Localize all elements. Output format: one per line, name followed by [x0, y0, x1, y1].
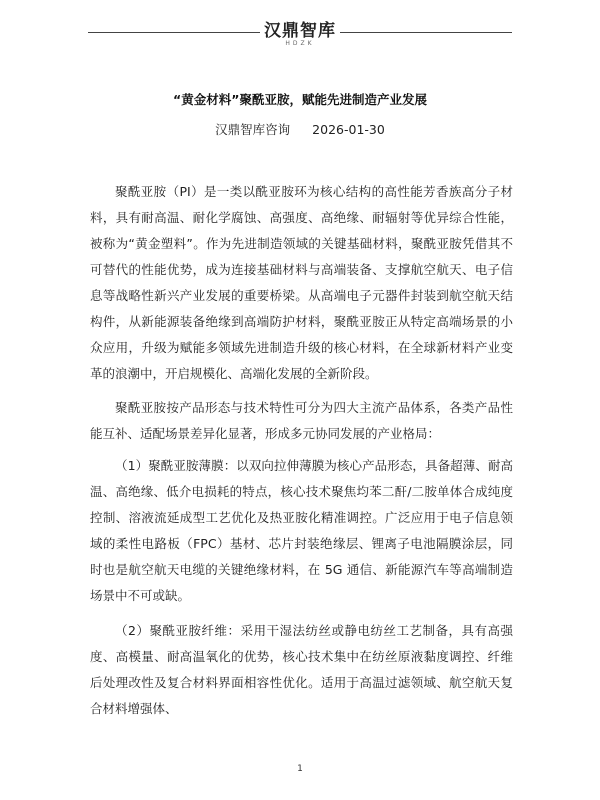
page-number: 1 — [297, 764, 303, 774]
header-rule-left — [88, 32, 260, 33]
brand-logo-subtitle: HDZK — [285, 40, 315, 47]
article-meta — [0, 120, 600, 138]
article-title: “黄金材料”聚酰亚胺，赋能先进制造产业发展 — [173, 92, 427, 107]
body-paragraph: 聚酰亚胺按产品形态与技术特性可分为四大主流产品体系，各类产品性能互补、适配场景差异化显著，形成多元协同发展的产业格局： — [90, 400, 513, 441]
brand-logo: 汉鼎智库 — [264, 21, 336, 41]
header-rule-right — [340, 32, 512, 33]
body-paragraph: （1）聚酰亚胺薄膜：以双向拉伸薄膜为核心产品形态，具备超薄、耐高温、高绝缘、低介电损耗的特点，核心技术聚焦均苯二酐/二胺单体合成纯度控制、溶液流延成型工艺优化及热亚胺化精准调控。广泛应用于电子信息领域的柔性电路板（FPC）基材、芯片封装绝缘层、锂离子电池隔膜涂层，同时也是航空航天电缆的关键绝缘材料，在 5G 通信、新能源汽车等高端制造场景中不可或缺。 — [90, 458, 513, 603]
body-paragraph: （2）聚酰亚胺纤维：采用干湿法纺丝或静电纺丝工艺制备，具有高强度、高模量、耐高温氧化的优势，核心技术集中在纺丝原液黏度调控、纤维后处理改性及复合材料界面相容性优化。适用于高温过滤领域、航空航天复合材料增强体、 — [90, 623, 513, 716]
article-date: 2026-01-30 — [312, 122, 385, 137]
article-body — [90, 179, 513, 722]
article-source: 汉鼎智库咨询 — [215, 122, 291, 137]
body-paragraph: 聚酰亚胺（PI）是一类以酰亚胺环为核心结构的高性能芳香族高分子材料，具有耐高温、耐化学腐蚀、高强度、高绝缘、耐辐射等优异综合性能，被称为“黄金塑料”。作为先进制造领域的关键基础材料，聚酰亚胺凭借其不可替代的性能优势，成为连接基础材料与高端装备、支撑航空航天、电子信息等战略性新兴产业发展的重要桥梁。从高端电子元器件封装到航空航天结构件，从新能源装备绝缘到高端防护材料，聚酰亚胺正从特定高端场景的小众应用，升级为赋能多领域先进制造升级的核心材料，在全球新材料产业变革的浪潮中，开启规模化、高端化发展的全新阶段。 — [90, 184, 513, 381]
page-header — [0, 14, 600, 50]
